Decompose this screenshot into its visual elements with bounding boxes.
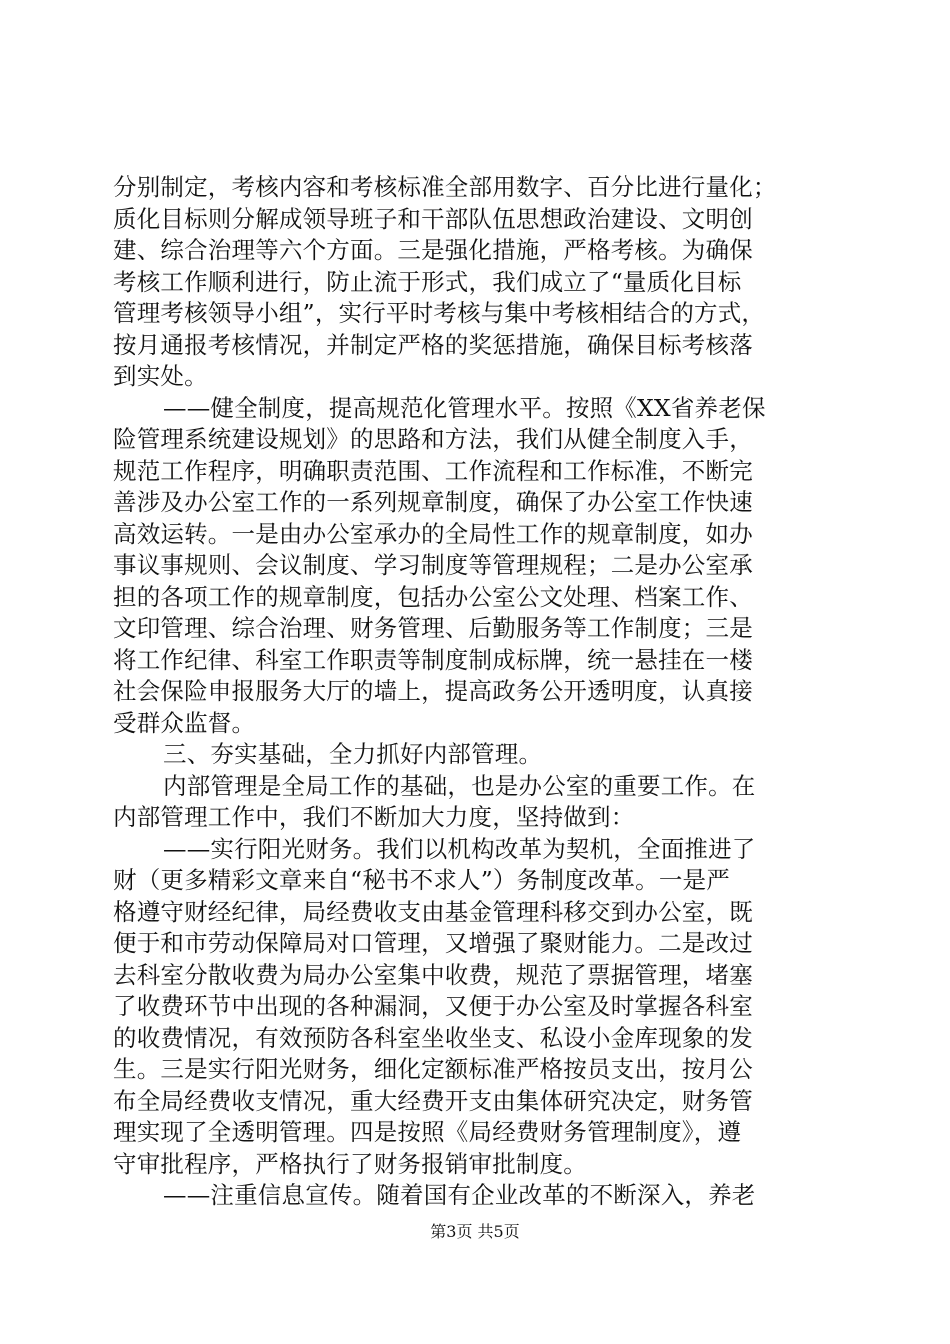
text-line: 分别制定，考核内容和考核标准全部用数字、百分比进行量化； <box>113 173 777 201</box>
page-footer <box>0 1222 950 1242</box>
text-line: 质化目标则分解成领导班子和干部队伍思想政治建设、文明创 <box>113 204 753 233</box>
text-line: 担的各项工作的规章制度，包括办公室公文处理、档案工作、 <box>113 582 753 611</box>
document-body <box>113 172 829 1212</box>
page-number-label: 第3页 共5页 <box>430 1222 520 1241</box>
text-line: 险管理系统建设规划》的思路和方法，我们从健全制度入手， <box>113 425 753 453</box>
text-line: 文印管理、综合治理、财务管理、后勤服务等工作制度；三是 <box>113 614 753 642</box>
text-line: 按月通报考核情况，并制定严格的奖惩措施，确保目标考核落 <box>113 330 753 359</box>
text-line: 内部管理工作中，我们不断加大力度，坚持做到： <box>113 803 635 831</box>
text-line: 事议事规则、会议制度、学习制度等管理规程；二是办公室承 <box>113 551 753 579</box>
text-line: 了收费环节中出现的各种漏洞，又便于办公室及时掌握各科室 <box>113 992 753 1020</box>
text-line: 理实现了全透明管理。四是按照《局经费财务管理制度》，遵 <box>113 1118 742 1146</box>
text-line: ——实行阳光财务。我们以机构改革为契机，全面推进了 <box>163 834 756 863</box>
text-line: 三、夯实基础，全力抓好内部管理。 <box>163 740 543 768</box>
text-line: 财（更多精彩文章来自“秘书不求人”）务制度改革。一是严 <box>113 866 730 894</box>
text-line: 善涉及办公室工作的一系列规章制度，确保了办公室工作快速 <box>113 488 753 516</box>
text-line: 内部管理是全局工作的基础，也是办公室的重要工作。在 <box>163 771 756 800</box>
text-line: 将工作纪律、科室工作职责等制度制成标牌，统一悬挂在一楼 <box>113 645 753 674</box>
text-line: 到实处。 <box>113 362 208 390</box>
text-line: 布全局经费收支情况，重大经费开支由集体研究决定，财务管 <box>113 1086 753 1115</box>
text-line: 去科室分散收费为局办公室集中收费，规范了票据管理，堵塞 <box>113 960 753 989</box>
text-line: 建、综合治理等六个方面。三是强化措施，严格考核。为确保 <box>113 236 753 264</box>
text-line: 社会保险申报服务大厅的墙上，提高政务公开透明度，认真接 <box>113 677 753 705</box>
text-line: 格遵守财经纪律，局经费收支由基金管理科移交到办公室，既 <box>113 897 753 926</box>
text-line: 高效运转。一是由办公室承办的全局性工作的规章制度，如办 <box>113 519 753 548</box>
text-line: ——注重信息宣传。随着国有企业改革的不断深入，养老 <box>163 1181 756 1209</box>
text-line: ——健全制度，提高规范化管理水平。按照《XX省养老保 <box>163 393 766 422</box>
text-line: 受群众监督。 <box>113 708 256 737</box>
text-line: 管理考核领导小组”，实行平时考核与集中考核相结合的方式， <box>113 299 766 327</box>
text-line: 的收费情况，有效预防各科室坐收坐支、私设小金库现象的发 <box>113 1023 753 1052</box>
text-line: 守审批程序，严格执行了财务报销审批制度。 <box>113 1149 587 1178</box>
text-line: 考核工作顺利进行，防止流于形式，我们成立了“量质化目标 <box>113 267 742 296</box>
text-line: 生。三是实行阳光财务，细化定额标准严格按员支出，按月公 <box>113 1055 753 1083</box>
text-line: 规范工作程序，明确职责范围、工作流程和工作标准，不断完 <box>113 456 753 485</box>
text-line: 便于和市劳动保障局对口管理，又增强了聚财能力。二是改过 <box>113 929 753 957</box>
